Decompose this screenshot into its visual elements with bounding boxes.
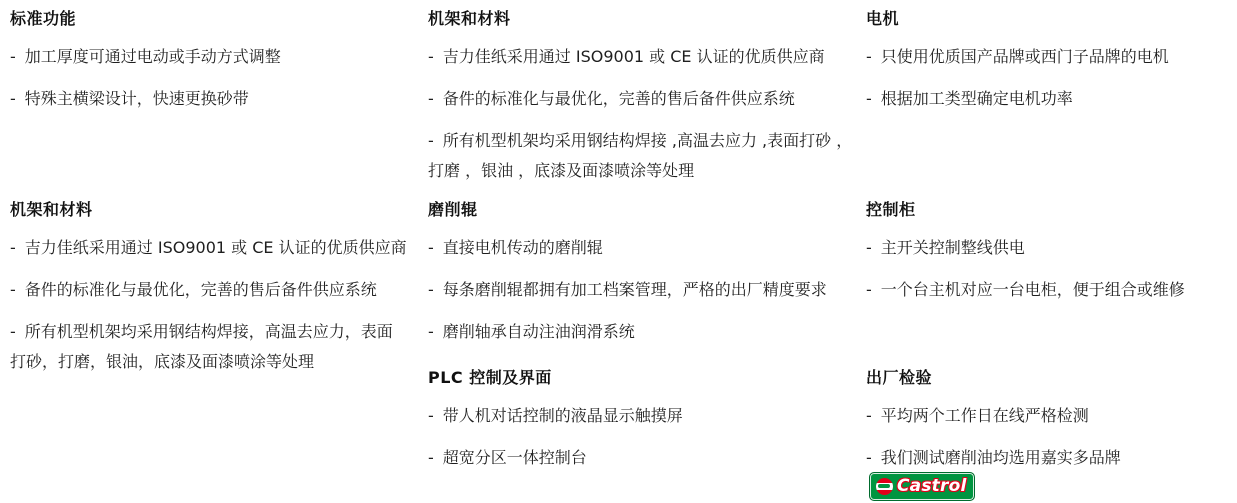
bullet-text: 超宽分区一体控制台 bbox=[442, 448, 587, 467]
bullet-text: 吉力佳纸采用通过 ISO9001 或 CE 认证的优质供应商 bbox=[24, 238, 407, 257]
bullet-text: 特殊主横梁设计，快速更换砂带 bbox=[24, 89, 249, 108]
bullet-list bbox=[10, 42, 408, 114]
bullet-text: 吉力佳纸采用通过 ISO9001 或 CE 认证的优质供应商 bbox=[442, 47, 825, 66]
bullet-dash: - bbox=[866, 89, 872, 108]
bullet-item bbox=[428, 126, 864, 186]
bullet-dash: - bbox=[10, 322, 16, 341]
castrol-wordmark: Castrol bbox=[897, 475, 967, 496]
bullet-text: 只使用优质国产品牌或西门子品牌的电机 bbox=[880, 47, 1169, 66]
bullet-item bbox=[866, 84, 1228, 114]
bullet-item bbox=[428, 233, 864, 263]
bullet-text: 每条磨削辊都拥有加工档案管理，严格的出厂精度要求 bbox=[442, 280, 827, 299]
section-control-cabinet bbox=[866, 199, 1228, 305]
section-title: 机架和材料 bbox=[428, 9, 511, 28]
bullet-dash: - bbox=[428, 238, 434, 257]
bullet-text: 根据加工类型确定电机功率 bbox=[880, 89, 1073, 108]
bullet-list bbox=[428, 401, 864, 473]
bullet-item bbox=[428, 42, 864, 72]
bullet-list bbox=[866, 233, 1228, 305]
bullet-item bbox=[10, 233, 408, 263]
bullet-text: 平均两个工作日在线严格检测 bbox=[880, 406, 1089, 425]
castrol-logo bbox=[869, 472, 975, 501]
bullet-dash: - bbox=[866, 448, 872, 467]
bullet-dash: - bbox=[428, 406, 434, 425]
bullet-text: 所有机型机架均采用钢结构焊接 ,高温去应力 ,表面打砂 ，打磨 ，银油 ，底漆及面漆喷涂等处理 bbox=[428, 131, 853, 180]
bullet-list bbox=[428, 233, 864, 347]
bullet-item bbox=[866, 443, 1228, 503]
section-standard-features bbox=[10, 8, 408, 114]
bullet-text: 直接电机传动的磨削辊 bbox=[442, 238, 603, 257]
section-title: 机架和材料 bbox=[10, 200, 93, 219]
bullet-dash: - bbox=[428, 448, 434, 467]
bullet-list bbox=[428, 42, 864, 186]
section-plc-control bbox=[428, 367, 864, 473]
bullet-dash: - bbox=[428, 322, 434, 341]
bullet-item bbox=[428, 443, 864, 473]
bullet-text: 加工厚度可通过电动或手动方式调整 bbox=[24, 47, 281, 66]
bullet-list bbox=[866, 401, 1228, 503]
bullet-text: 备件的标准化与最优化，完善的售后备件供应系统 bbox=[24, 280, 377, 299]
section-factory-inspection bbox=[866, 367, 1228, 503]
bullet-dash: - bbox=[866, 406, 872, 425]
bullet-item bbox=[10, 275, 408, 305]
bullet-text: 所有机型机架均采用钢结构焊接，高温去应力，表面打砂，打磨，银油，底漆及面漆喷涂等处理 bbox=[10, 322, 393, 371]
bullet-item bbox=[428, 275, 864, 305]
bullet-dash: - bbox=[428, 89, 434, 108]
bullet-dash: - bbox=[866, 280, 872, 299]
section-title: 标准功能 bbox=[10, 9, 77, 28]
bullet-dash: - bbox=[10, 47, 16, 66]
bullet-dash: - bbox=[866, 238, 872, 257]
bullet-text: 一个台主机对应一台电柜，便于组合或维修 bbox=[880, 280, 1185, 299]
bullet-list bbox=[10, 233, 408, 377]
bullet-dash: - bbox=[10, 280, 16, 299]
bullet-dash: - bbox=[10, 238, 16, 257]
bullet-list bbox=[866, 42, 1228, 114]
section-title: PLC 控制及界面 bbox=[428, 368, 552, 387]
bullet-item bbox=[866, 275, 1228, 305]
bullet-item bbox=[866, 42, 1228, 72]
section-title: 出厂检验 bbox=[866, 368, 933, 387]
bullet-text: 磨削轴承自动注油润滑系统 bbox=[442, 322, 635, 341]
bullet-item bbox=[10, 317, 408, 377]
bullet-text: 主开关控制整线供电 bbox=[880, 238, 1025, 257]
bullet-item bbox=[866, 233, 1228, 263]
bullet-text: 我们测试磨削油均选用嘉实多品牌 bbox=[880, 448, 1121, 467]
bullet-item bbox=[428, 317, 864, 347]
bullet-text: 备件的标准化与最优化，完善的售后备件供应系统 bbox=[442, 89, 795, 108]
bullet-item bbox=[428, 401, 864, 431]
bullet-item bbox=[10, 84, 408, 114]
section-title: 电机 bbox=[866, 9, 900, 28]
castrol-emblem-icon bbox=[876, 478, 893, 495]
bullet-text: 带人机对话控制的液晶显示触摸屏 bbox=[442, 406, 683, 425]
section-frame-materials-top bbox=[428, 8, 864, 186]
bullet-item bbox=[428, 84, 864, 114]
bullet-dash: - bbox=[428, 47, 434, 66]
bullet-dash: - bbox=[10, 89, 16, 108]
section-grinding-roller bbox=[428, 199, 864, 347]
bullet-dash: - bbox=[866, 47, 872, 66]
bullet-item bbox=[10, 42, 408, 72]
section-motor bbox=[866, 8, 1228, 114]
bullet-dash: - bbox=[428, 280, 434, 299]
section-frame-materials-left bbox=[10, 199, 408, 377]
bullet-item bbox=[866, 401, 1228, 431]
bullet-dash: - bbox=[428, 131, 434, 150]
section-title: 控制柜 bbox=[866, 200, 916, 219]
section-title: 磨削辊 bbox=[428, 200, 478, 219]
